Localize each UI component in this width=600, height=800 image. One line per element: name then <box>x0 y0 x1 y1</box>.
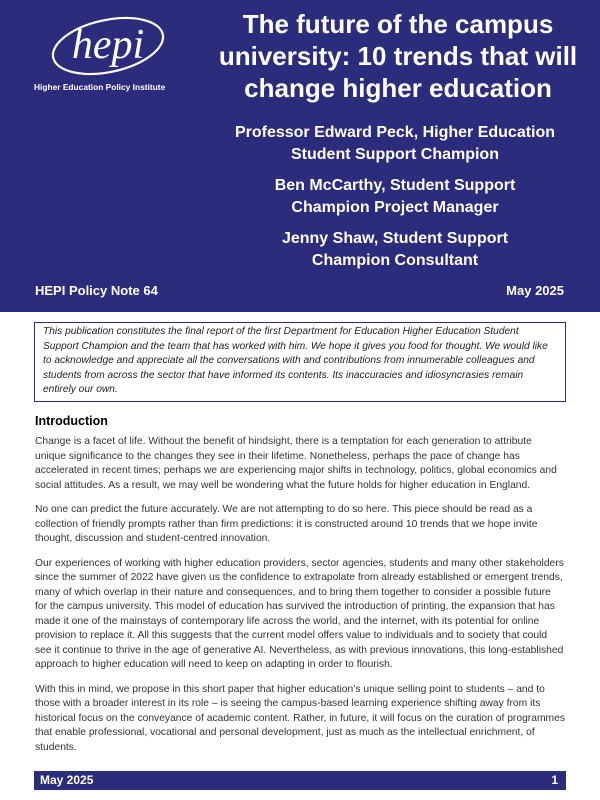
title-line: The future of the campus <box>242 9 554 39</box>
author-line: Student Support Champion <box>291 146 499 163</box>
page-number: 1 <box>551 773 558 787</box>
publication-date: May 2025 <box>506 283 564 298</box>
body-paragraph: No one can predict the future accurately. We are not attempting to do so here. This piece should be read as a collection of friendly prompts rather than firm predictions: it is constructed around 10 trends that we hope invite thought, discussion and student-centred innovation. <box>35 504 538 544</box>
abstract-box: This publication constitutes the final report of the first Department for Education Higher Education Student Support Champion and the team that has worked with him. We hope it gives you food for thought. We would like to acknowledge and appreciate all the conversations with and contributions from innumerable colleagues and students from across the sector that have informed its contents. Its inaccuracies and idiosyncrasies remain entirely our own. <box>34 322 566 402</box>
body-paragraph: With this in mind, we propose in this short paper that higher education’s unique selling point to students – and to those with a broader interest in its role – is seeing the campus-based learning experience shifting away from its historical focus on the conveyance of academic content. Rather, in future, it will focus on the curation of programmes that enable professional, vocational and personal development, just as much as the intellectual enrichment, of students. <box>35 683 565 753</box>
author-line: Ben McCarthy, Student Support <box>274 177 516 194</box>
author-line: Champion Consultant <box>311 252 479 269</box>
logo-wordmark: hepi <box>71 22 145 68</box>
body-paragraph: Our experiences of working with higher education providers, sector agencies, students and many other stakeholders since the summer of 2022 have given us the confidence to extrapolate from already established or emergent trends, many of which overlap in their nature and consequences, and to bring them together to consider a possible future for the campus university. This model of education has survived the introduction of printing, the expansion that has made it one of the mainstays of contemporary life across the world, and the internet, with its potential for online provision to replace it. All this suggests that the current model offers value to individuals and to society that could see it continue to thrive in the age of generative AI. Nevertheless, as with previous innovations, this long-established approach to higher education will need to keep on adapting in order to flourish. <box>35 557 564 670</box>
document-title <box>210 8 586 104</box>
section-heading: Introduction <box>35 414 108 428</box>
title-line: change higher education <box>244 73 552 103</box>
hepi-logo-mark <box>48 12 170 76</box>
cover-header <box>0 0 600 312</box>
logo-subtitle: Higher Education Policy Institute <box>34 82 166 92</box>
main-content <box>35 414 565 765</box>
policy-note-label: HEPI Policy Note 64 <box>35 283 158 298</box>
author-line: Jenny Shaw, Student Support <box>281 230 509 247</box>
author-line: Champion Project Manager <box>291 199 499 216</box>
footer-date: May 2025 <box>40 773 94 787</box>
title-line: university: 10 trends that will <box>218 41 578 71</box>
author-entry <box>200 175 590 219</box>
body-paragraph: Change is a facet of life. Without the benefit of hindsight, there is a temptation for each generation to attribute unique significance to the changes they see in their lifetime. Nonetheless, perhaps the pace of change has accelerated in recent times; perhaps we are experiencing major shifts in technology, politics, global economics and social attitudes. As a result, we may well be wondering what the future holds for higher education in England. <box>35 436 557 491</box>
author-list <box>200 122 590 281</box>
author-line: Professor Edward Peck, Higher Education <box>234 124 556 141</box>
author-entry <box>200 228 590 272</box>
page-footer <box>34 771 566 790</box>
author-entry <box>200 122 590 166</box>
